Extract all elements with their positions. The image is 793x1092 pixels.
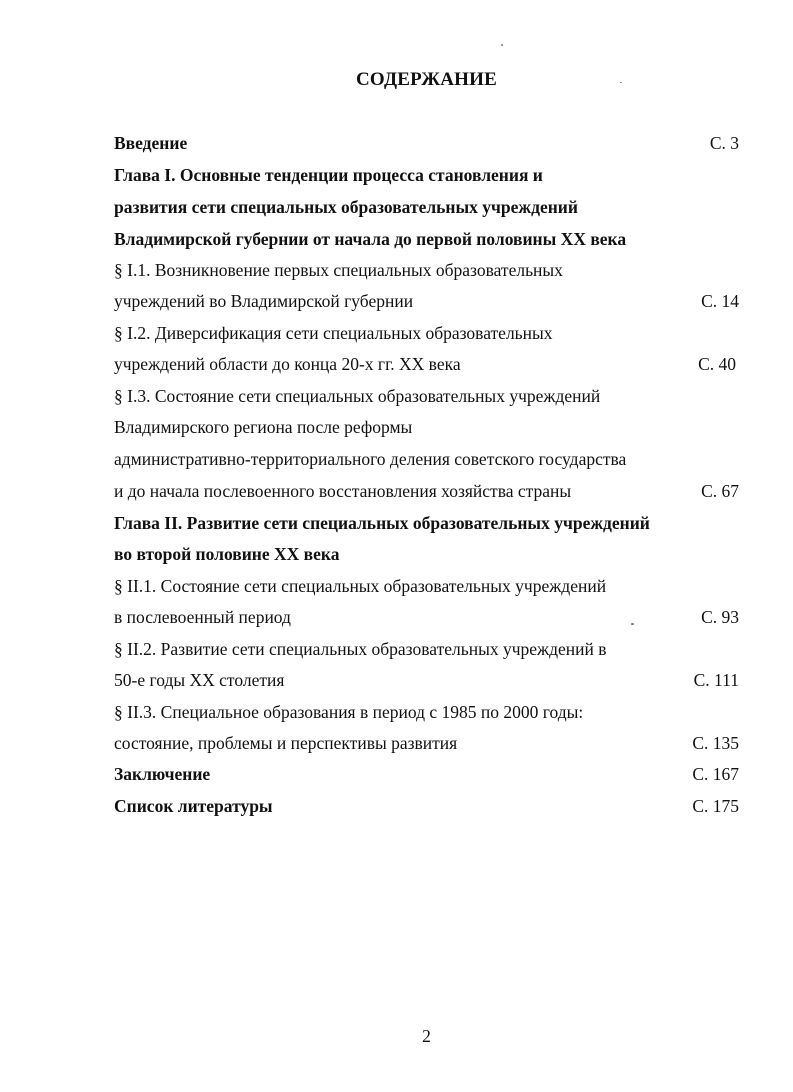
toc-section-1-1-line2: учреждений во Владимирской губернии [114, 291, 414, 311]
toc-intro: Введение [114, 133, 188, 153]
toc-section-2-1-line2: в послевоенный период [114, 607, 291, 627]
toc-references-page: С. 175 [692, 796, 739, 816]
toc-section-1-1-page: С. 14 [701, 291, 739, 311]
toc-section-1-2-page: С. 40 [698, 354, 736, 374]
page-title: СОДЕРЖАНИЕ [356, 69, 497, 90]
toc-section-2-3-line1: § II.3. Специальное образования в период с 1985 по 2000 годы: [114, 702, 584, 722]
toc-section-1-3-page: С. 67 [701, 481, 739, 501]
scan-speck [631, 623, 634, 625]
toc-section-1-3-line1: § I.3. Состояние сети специальных образовательных учреждений [114, 386, 601, 406]
toc-section-1-3-line4: и до начала послевоенного восстановления хозяйства страны [114, 481, 572, 501]
toc-section-1-1-line1: § I.1. Возникновение первых специальных образовательных [114, 260, 563, 280]
toc-section-1-3-line3: административно-территориального деления советского государства [114, 449, 627, 469]
page-number: 2 [422, 1026, 431, 1046]
toc-section-2-2-page: С. 111 [693, 670, 739, 690]
toc-intro-page: С. 3 [709, 133, 739, 153]
toc-conclusion-page: С. 167 [692, 764, 739, 784]
toc-section-2-3-line2: состояние, проблемы и перспективы развития [114, 733, 458, 753]
toc-chapter1-line3: Владимирской губернии от начала до первой половины XX века [114, 229, 627, 249]
toc-chapter1-line2: развития сети специальных образовательных учреждений [114, 197, 578, 217]
toc-conclusion: Заключение [114, 764, 211, 784]
toc-chapter2-line1: Глава II. Развитие сети специальных образовательных учреждений [114, 513, 650, 533]
toc-section-2-1-page: С. 93 [701, 607, 739, 627]
toc-section-2-1-line1: § II.1. Состояние сети специальных образовательных учреждений [114, 576, 607, 596]
scan-speck [501, 44, 503, 46]
toc-references: Список литературы [114, 796, 273, 816]
toc-section-2-2-line2: 50-е годы XX столетия [114, 670, 285, 690]
toc-section-2-3-page: С. 135 [692, 733, 739, 753]
toc-section-1-2-line1: § I.2. Диверсификация сети специальных образовательных [114, 323, 553, 343]
toc-section-2-2-line1: § II.2. Развитие сети специальных образовательных учреждений в [114, 639, 607, 659]
toc-section-1-2-line2: учреждений области до конца 20-х гг. XX века [114, 354, 461, 374]
toc-section-1-3-line2: Владимирского региона после реформы [114, 417, 413, 437]
toc-chapter2-line2: во второй половине XX века [114, 544, 340, 564]
toc-chapter1-line1: Глава I. Основные тенденции процесса становления и [114, 165, 543, 185]
